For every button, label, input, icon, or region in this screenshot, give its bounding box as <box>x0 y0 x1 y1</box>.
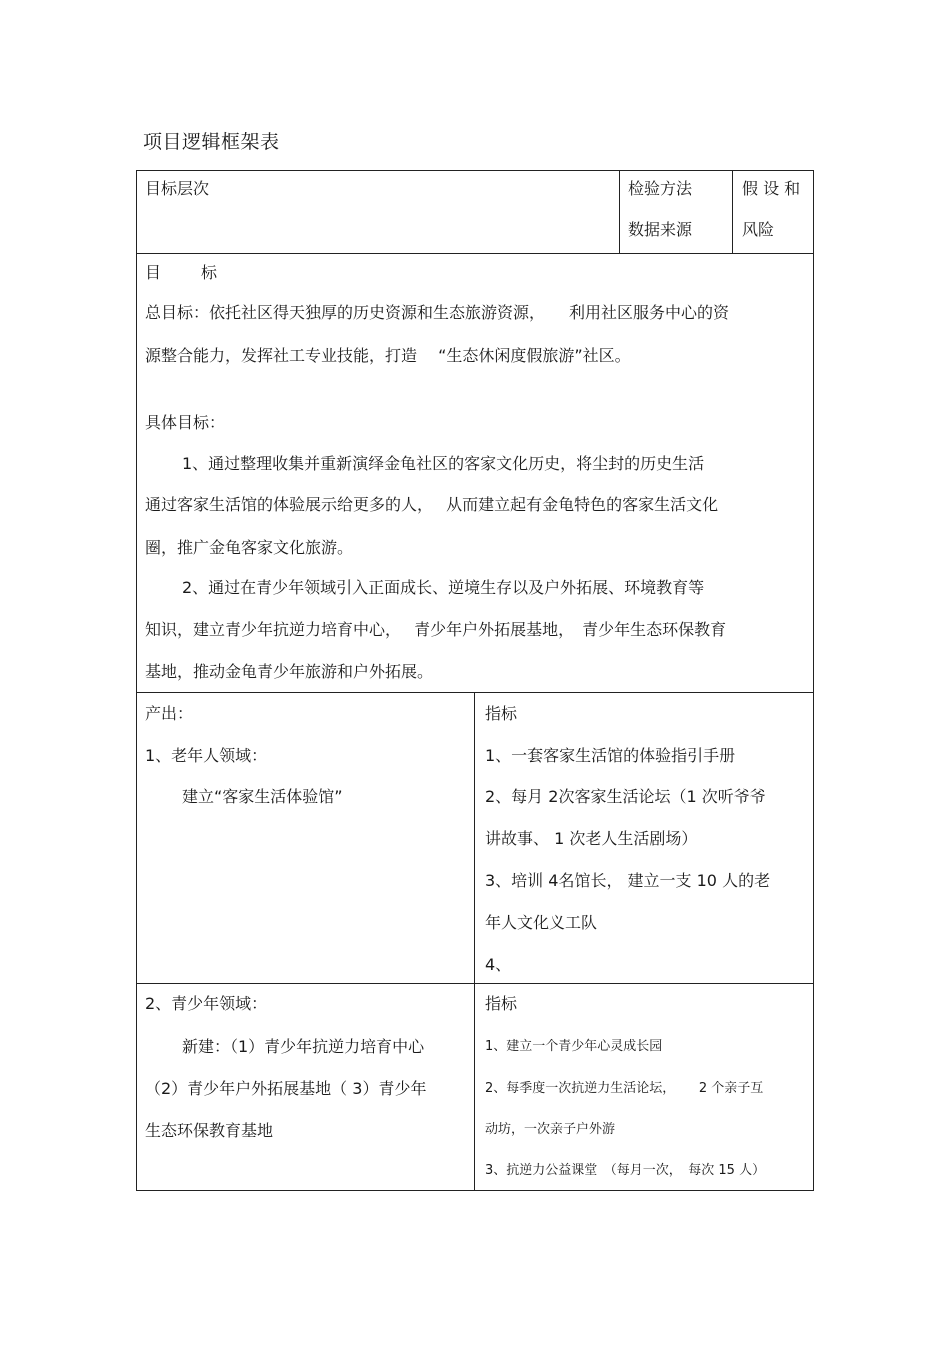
overall-goal-line-1: 总目标：依托社区得天独厚的历史资源和生态旅游资源， 利用社区服务中心的资 <box>145 303 730 322</box>
goal-2-line-1: 2、通过在青少年领域引入正面成长、逆境生存以及户外拓展、环境教育等 <box>182 578 705 597</box>
goal-1-line-1: 1、通过整理收集并重新演绎金龟社区的客家文化历史，将尘封的历史生活 <box>182 454 705 473</box>
table-border-right <box>813 170 814 1191</box>
goal-2-line-2: 知识，建立青少年抗逆力培育中心， 青少年户外拓展基地， 青少年生态环保教育 <box>145 620 727 639</box>
row-divider-2 <box>136 692 814 693</box>
output-2-item: 2、青少年领域： <box>145 994 268 1013</box>
output-1-indicator-3-line-1: 3、培训 4名馆长， 建立一支 10 人的老 <box>485 871 771 890</box>
output-1-indicator-3-line-2: 年人文化义工队 <box>485 913 598 932</box>
output-1-item: 1、老年人领域： <box>145 746 268 765</box>
output-1-indicator-1: 1、一套客家生活馆的体验指引手册 <box>485 746 736 765</box>
header-divider-1 <box>619 170 620 254</box>
indicator-heading-1: 指标 <box>485 704 518 723</box>
output-2-detail-line-1: 新建：（1）青少年抗逆力培育中心 <box>182 1037 425 1056</box>
output-1-detail: 建立“客家生活体验馆” <box>182 787 343 806</box>
indicator-heading-2: 指标 <box>485 994 518 1013</box>
output-2-indicator-1: 1、建立一个青少年心灵成长园 <box>485 1039 663 1054</box>
overall-goal-line-2: 源整合能力，发挥社工专业技能，打造 “生态休闲度假旅游”社区。 <box>145 346 631 365</box>
goal-1-line-3: 圈，推广金龟客家文化旅游。 <box>145 538 354 557</box>
header-verification-method: 检验方法 <box>628 179 693 198</box>
goals-heading-b: 标 <box>201 263 218 282</box>
goal-1-line-2: 通过客家生活馆的体验展示给更多的人， 从而建立起有金龟特色的客家生活文化 <box>145 495 719 514</box>
table-border-top <box>136 170 814 171</box>
table-border-bottom <box>136 1190 814 1191</box>
header-goal-level: 目标层次 <box>145 179 210 198</box>
output-col-divider <box>474 692 475 1191</box>
output-2-indicator-3: 3、抗逆力公益课堂 （每月一次， 每次 15 人） <box>485 1163 766 1178</box>
specific-goals-heading: 具体目标： <box>145 413 226 432</box>
output-2-indicator-2-line-1: 2、每季度一次抗逆力生活论坛， 2 个亲子互 <box>485 1081 764 1096</box>
goals-heading-a: 目 <box>145 263 162 282</box>
row-divider-3 <box>136 983 814 984</box>
row-divider-1 <box>136 253 814 254</box>
output-1-indicator-4: 4、 <box>485 955 512 974</box>
header-assumptions: 假 设 和 <box>742 179 801 198</box>
output-2-detail-line-3: 生态环保教育基地 <box>145 1121 274 1140</box>
output-2-indicator-2-line-2: 动坊，一次亲子户外游 <box>485 1122 616 1137</box>
header-divider-2 <box>732 170 733 254</box>
table-border-left <box>136 170 137 1191</box>
output-2-detail-line-2: （2）青少年户外拓展基地（ 3）青少年 <box>145 1079 427 1098</box>
page-title: 项目逻辑框架表 <box>143 131 280 153</box>
output-1-indicator-2-line-1: 2、每月 2次客家生活论坛（1 次听爷爷 <box>485 787 766 806</box>
output-heading: 产出： <box>145 704 194 723</box>
goal-2-line-3: 基地，推动金龟青少年旅游和户外拓展。 <box>145 662 434 681</box>
header-risks: 风险 <box>742 220 775 239</box>
output-1-indicator-2-line-2: 讲故事、 1 次老人生活剧场） <box>485 829 698 848</box>
header-data-source: 数据来源 <box>628 220 693 239</box>
